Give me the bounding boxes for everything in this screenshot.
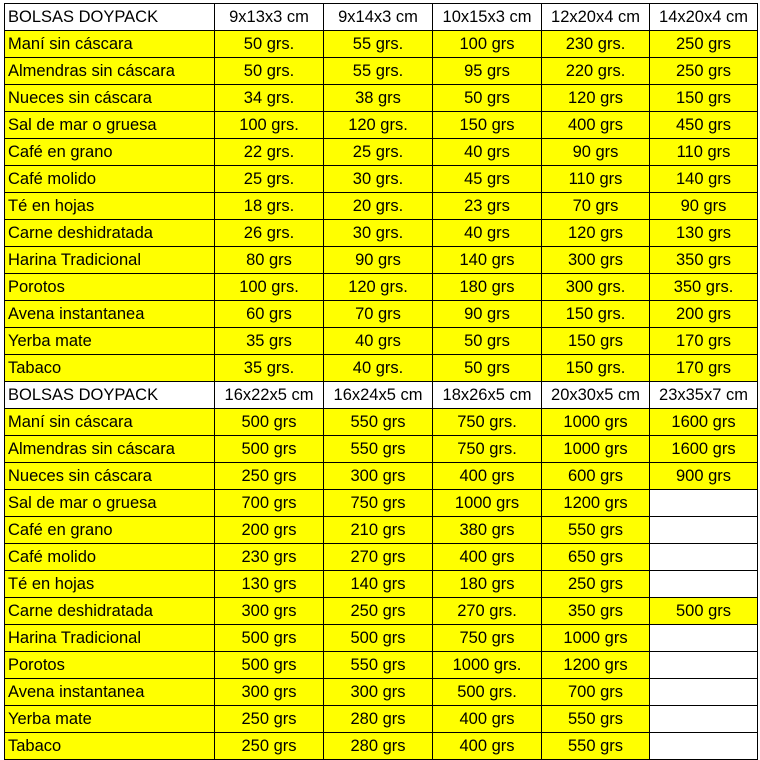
product-name-cell: Tabaco	[5, 733, 215, 760]
capacity-cell: 230 grs	[215, 544, 324, 571]
capacity-cell: 500 grs.	[433, 679, 542, 706]
capacity-cell: 50 grs	[433, 355, 542, 382]
capacity-cell: 900 grs	[650, 463, 758, 490]
capacity-cell: 250 grs	[215, 733, 324, 760]
capacity-cell: 90 grs	[542, 139, 650, 166]
capacity-cell: 1200 grs	[542, 490, 650, 517]
capacity-cell: 38 grs	[324, 85, 433, 112]
capacity-cell: 30 grs.	[324, 220, 433, 247]
column-header-size: 14x20x4 cm	[650, 4, 758, 31]
capacity-cell: 35 grs	[215, 328, 324, 355]
product-name-cell: Maní sin cáscara	[5, 409, 215, 436]
capacity-cell: 550 grs	[542, 517, 650, 544]
table-row	[5, 409, 758, 436]
table-body	[5, 4, 758, 760]
product-name-cell: Harina Tradicional	[5, 625, 215, 652]
capacity-cell: 500 grs	[215, 652, 324, 679]
product-name-cell: Nueces sin cáscara	[5, 85, 215, 112]
capacity-cell: 200 grs	[650, 301, 758, 328]
capacity-cell: 25 grs.	[324, 139, 433, 166]
capacity-cell: 200 grs	[215, 517, 324, 544]
capacity-cell: 1600 grs	[650, 409, 758, 436]
capacity-cell: 180 grs	[433, 571, 542, 598]
capacity-cell: 100 grs	[433, 31, 542, 58]
product-name-cell: Carne deshidratada	[5, 598, 215, 625]
capacity-cell: 750 grs.	[433, 436, 542, 463]
capacity-cell: 100 grs.	[215, 274, 324, 301]
capacity-cell: 150 grs	[542, 328, 650, 355]
product-name-cell: Nueces sin cáscara	[5, 463, 215, 490]
capacity-cell: 90 grs	[433, 301, 542, 328]
table-row	[5, 301, 758, 328]
table-row	[5, 733, 758, 760]
column-header-size: 10x15x3 cm	[433, 4, 542, 31]
table-row	[5, 31, 758, 58]
capacity-cell: 110 grs	[542, 166, 650, 193]
capacity-cell: 18 grs.	[215, 193, 324, 220]
table-row	[5, 328, 758, 355]
capacity-cell: 100 grs.	[215, 112, 324, 139]
capacity-cell: 20 grs.	[324, 193, 433, 220]
product-name-cell: Harina Tradicional	[5, 247, 215, 274]
capacity-cell: 170 grs	[650, 328, 758, 355]
capacity-cell: 400 grs	[433, 733, 542, 760]
capacity-cell: 140 grs	[324, 571, 433, 598]
table-row	[5, 247, 758, 274]
capacity-cell: 130 grs	[650, 220, 758, 247]
table-row	[5, 517, 758, 544]
product-name-cell: Carne deshidratada	[5, 220, 215, 247]
capacity-cell: 500 grs	[650, 598, 758, 625]
capacity-cell: 40 grs	[433, 220, 542, 247]
capacity-cell: 140 grs	[433, 247, 542, 274]
capacity-cell: 400 grs	[433, 706, 542, 733]
product-name-cell: Almendras sin cáscara	[5, 58, 215, 85]
capacity-cell: 500 grs	[215, 436, 324, 463]
capacity-cell: 250 grs	[650, 31, 758, 58]
capacity-cell: 95 grs	[433, 58, 542, 85]
capacity-cell: 120 grs.	[324, 274, 433, 301]
capacity-cell	[650, 706, 758, 733]
capacity-cell: 250 grs	[650, 58, 758, 85]
product-name-cell: Porotos	[5, 652, 215, 679]
capacity-cell: 26 grs.	[215, 220, 324, 247]
table-row	[5, 112, 758, 139]
capacity-cell: 1600 grs	[650, 436, 758, 463]
capacity-cell: 380 grs	[433, 517, 542, 544]
capacity-cell: 500 grs	[215, 409, 324, 436]
capacity-cell: 300 grs	[542, 247, 650, 274]
capacity-cell: 170 grs	[650, 355, 758, 382]
section-header-row	[5, 382, 758, 409]
section-title: BOLSAS DOYPACK	[5, 382, 215, 409]
product-name-cell: Tabaco	[5, 355, 215, 382]
capacity-cell: 300 grs	[324, 679, 433, 706]
capacity-cell	[650, 733, 758, 760]
capacity-cell: 1200 grs	[542, 652, 650, 679]
capacity-cell: 60 grs	[215, 301, 324, 328]
capacity-cell: 150 grs	[650, 85, 758, 112]
capacity-cell: 130 grs	[215, 571, 324, 598]
capacity-cell: 280 grs	[324, 733, 433, 760]
capacity-cell: 50 grs	[433, 328, 542, 355]
section-title: BOLSAS DOYPACK	[5, 4, 215, 31]
capacity-cell: 1000 grs	[542, 409, 650, 436]
capacity-cell: 40 grs.	[324, 355, 433, 382]
capacity-cell	[650, 517, 758, 544]
capacity-cell: 230 grs.	[542, 31, 650, 58]
capacity-cell: 120 grs.	[324, 112, 433, 139]
product-name-cell: Café molido	[5, 166, 215, 193]
column-header-size: 9x13x3 cm	[215, 4, 324, 31]
capacity-cell: 650 grs	[542, 544, 650, 571]
product-name-cell: Café en grano	[5, 517, 215, 544]
capacity-cell: 350 grs.	[650, 274, 758, 301]
capacity-cell	[650, 679, 758, 706]
capacity-cell: 300 grs	[215, 598, 324, 625]
capacity-cell	[650, 652, 758, 679]
column-header-size: 12x20x4 cm	[542, 4, 650, 31]
table-row	[5, 436, 758, 463]
table-row	[5, 166, 758, 193]
capacity-cell: 40 grs	[324, 328, 433, 355]
table-row	[5, 220, 758, 247]
product-name-cell: Café molido	[5, 544, 215, 571]
table-row	[5, 58, 758, 85]
table-row	[5, 193, 758, 220]
capacity-cell: 550 grs	[542, 733, 650, 760]
capacity-cell: 22 grs.	[215, 139, 324, 166]
capacity-cell: 270 grs.	[433, 598, 542, 625]
capacity-cell: 700 grs	[542, 679, 650, 706]
table-row	[5, 598, 758, 625]
capacity-cell: 150 grs	[433, 112, 542, 139]
capacity-cell: 300 grs	[324, 463, 433, 490]
capacity-cell: 23 grs	[433, 193, 542, 220]
table-row	[5, 355, 758, 382]
capacity-cell: 550 grs	[324, 652, 433, 679]
capacity-cell: 70 grs	[324, 301, 433, 328]
capacity-cell: 140 grs	[650, 166, 758, 193]
table-row	[5, 652, 758, 679]
column-header-size: 16x24x5 cm	[324, 382, 433, 409]
capacity-cell: 1000 grs.	[433, 652, 542, 679]
capacity-cell: 25 grs.	[215, 166, 324, 193]
capacity-cell: 400 grs	[433, 544, 542, 571]
capacity-cell: 250 grs	[215, 706, 324, 733]
capacity-cell: 700 grs	[215, 490, 324, 517]
capacity-cell: 250 grs	[542, 571, 650, 598]
capacity-cell: 500 grs	[215, 625, 324, 652]
product-name-cell: Porotos	[5, 274, 215, 301]
column-header-size: 23x35x7 cm	[650, 382, 758, 409]
capacity-cell: 550 grs	[324, 409, 433, 436]
product-name-cell: Sal de mar o gruesa	[5, 490, 215, 517]
column-header-size: 20x30x5 cm	[542, 382, 650, 409]
capacity-cell: 250 grs	[324, 598, 433, 625]
capacity-cell: 110 grs	[650, 139, 758, 166]
capacity-cell: 600 grs	[542, 463, 650, 490]
capacity-cell: 1000 grs	[433, 490, 542, 517]
capacity-cell: 280 grs	[324, 706, 433, 733]
capacity-cell: 550 grs	[542, 706, 650, 733]
table-row	[5, 544, 758, 571]
capacity-cell	[650, 571, 758, 598]
capacity-cell: 150 grs.	[542, 355, 650, 382]
table-row	[5, 679, 758, 706]
product-name-cell: Yerba mate	[5, 706, 215, 733]
capacity-cell: 350 grs	[542, 598, 650, 625]
table-row	[5, 571, 758, 598]
capacity-cell: 34 grs.	[215, 85, 324, 112]
capacity-cell: 300 grs.	[542, 274, 650, 301]
product-name-cell: Té en hojas	[5, 193, 215, 220]
table-row	[5, 625, 758, 652]
capacity-cell: 180 grs	[433, 274, 542, 301]
product-name-cell: Avena instantanea	[5, 301, 215, 328]
capacity-cell: 90 grs	[650, 193, 758, 220]
capacity-cell: 750 grs	[324, 490, 433, 517]
product-name-cell: Té en hojas	[5, 571, 215, 598]
capacity-cell: 55 grs.	[324, 58, 433, 85]
capacity-cell: 70 grs	[542, 193, 650, 220]
capacity-cell: 50 grs	[433, 85, 542, 112]
capacity-cell: 45 grs	[433, 166, 542, 193]
section-header-row	[5, 4, 758, 31]
doypack-capacity-table	[4, 3, 758, 760]
capacity-cell: 300 grs	[215, 679, 324, 706]
capacity-cell: 55 grs.	[324, 31, 433, 58]
capacity-cell: 220 grs.	[542, 58, 650, 85]
table-row	[5, 274, 758, 301]
product-name-cell: Almendras sin cáscara	[5, 436, 215, 463]
capacity-cell: 750 grs	[433, 625, 542, 652]
table-row	[5, 85, 758, 112]
product-name-cell: Yerba mate	[5, 328, 215, 355]
capacity-cell: 250 grs	[215, 463, 324, 490]
capacity-cell: 210 grs	[324, 517, 433, 544]
capacity-cell	[650, 490, 758, 517]
capacity-cell	[650, 544, 758, 571]
table-row	[5, 490, 758, 517]
capacity-cell: 1000 grs	[542, 436, 650, 463]
capacity-cell: 90 grs	[324, 247, 433, 274]
column-header-size: 18x26x5 cm	[433, 382, 542, 409]
product-name-cell: Avena instantanea	[5, 679, 215, 706]
capacity-cell: 550 grs	[324, 436, 433, 463]
product-name-cell: Maní sin cáscara	[5, 31, 215, 58]
capacity-cell: 40 grs	[433, 139, 542, 166]
column-header-size: 9x14x3 cm	[324, 4, 433, 31]
product-name-cell: Sal de mar o gruesa	[5, 112, 215, 139]
capacity-cell: 80 grs	[215, 247, 324, 274]
capacity-cell: 35 grs.	[215, 355, 324, 382]
capacity-cell: 50 grs.	[215, 31, 324, 58]
product-name-cell: Café en grano	[5, 139, 215, 166]
capacity-cell: 30 grs.	[324, 166, 433, 193]
capacity-cell: 400 grs	[433, 463, 542, 490]
capacity-cell: 150 grs.	[542, 301, 650, 328]
capacity-cell: 350 grs	[650, 247, 758, 274]
capacity-cell	[650, 625, 758, 652]
table-row	[5, 139, 758, 166]
capacity-cell: 400 grs	[542, 112, 650, 139]
table-row	[5, 706, 758, 733]
capacity-cell: 450 grs	[650, 112, 758, 139]
capacity-cell: 120 grs	[542, 85, 650, 112]
capacity-cell: 50 grs.	[215, 58, 324, 85]
column-header-size: 16x22x5 cm	[215, 382, 324, 409]
capacity-cell: 500 grs	[324, 625, 433, 652]
capacity-cell: 270 grs	[324, 544, 433, 571]
capacity-cell: 120 grs	[542, 220, 650, 247]
capacity-cell: 750 grs.	[433, 409, 542, 436]
table-row	[5, 463, 758, 490]
capacity-cell: 1000 grs	[542, 625, 650, 652]
